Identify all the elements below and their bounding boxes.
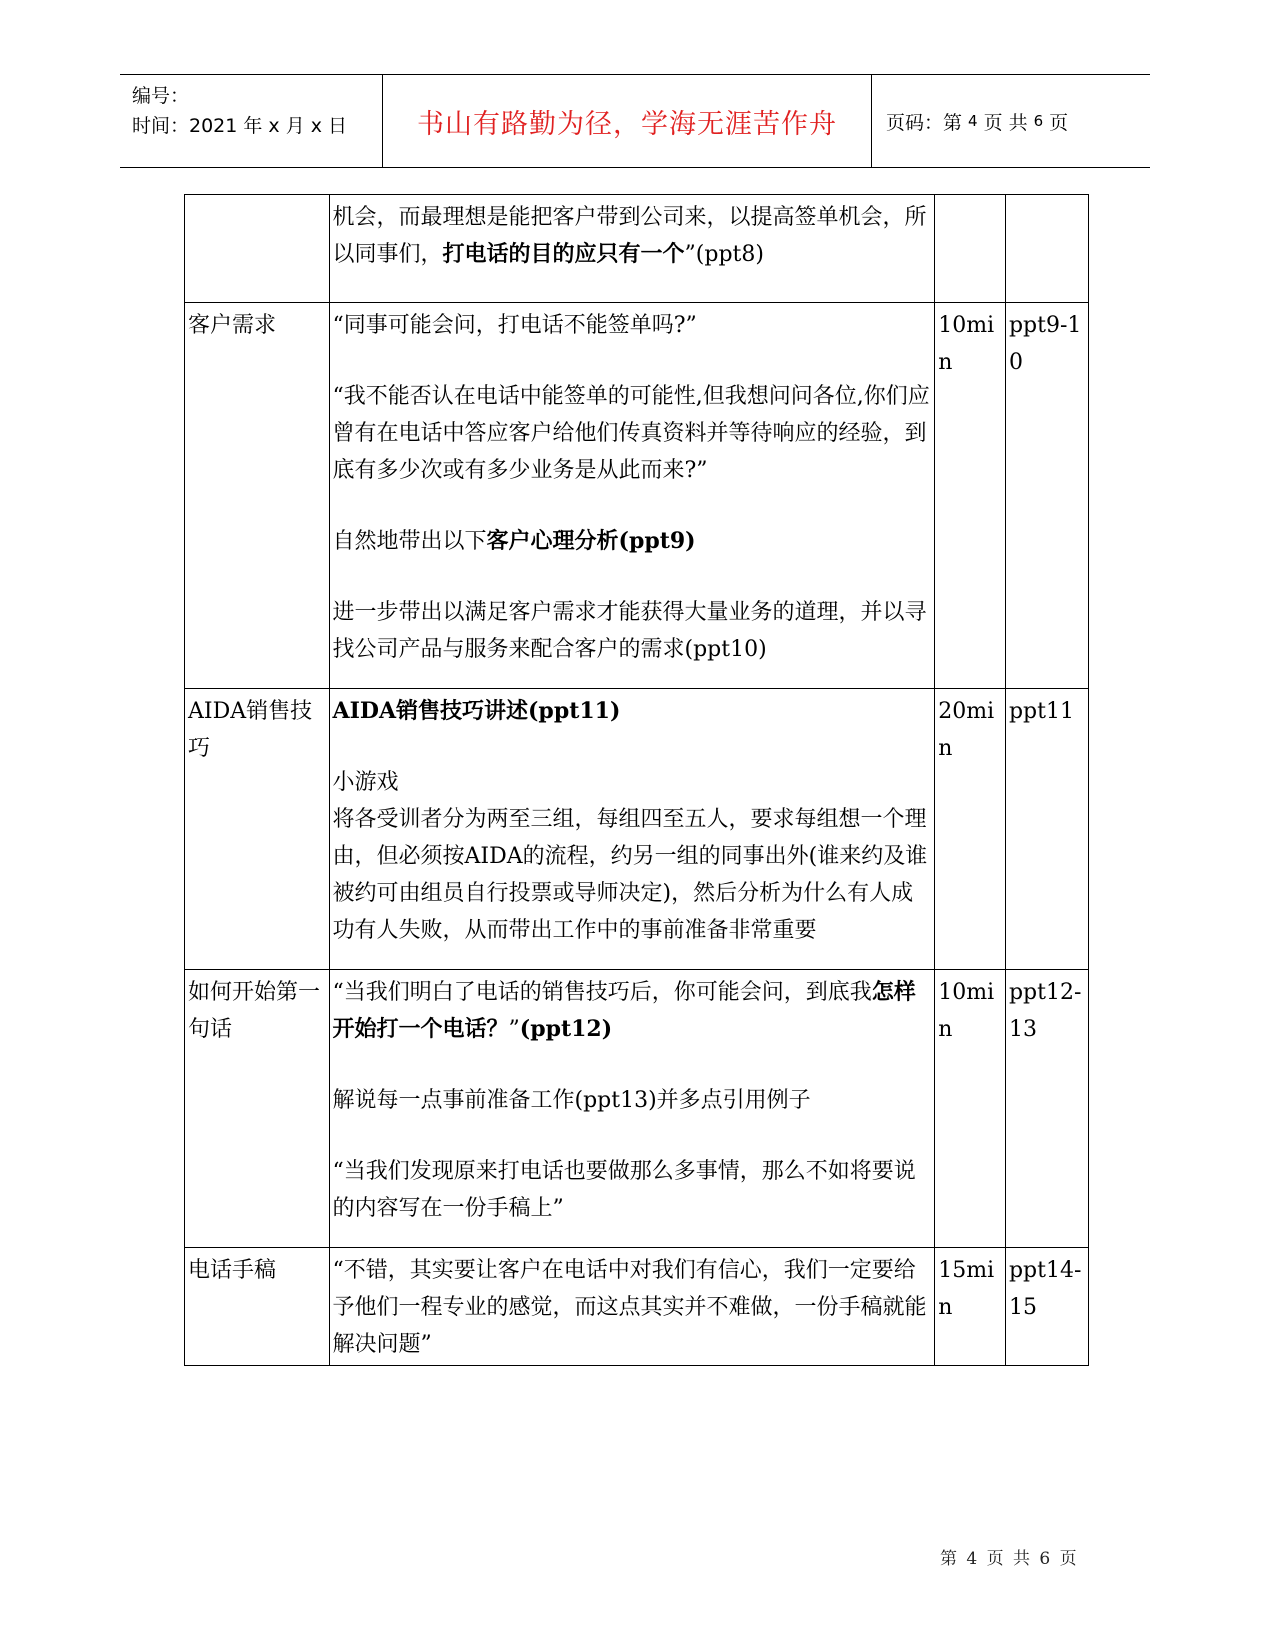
slides-cell: ppt9-10 — [1005, 303, 1088, 689]
page-total: 6 — [1033, 112, 1044, 130]
header-page-number — [886, 75, 1068, 167]
page-mid: 页 共 — [983, 111, 1028, 134]
content-paragraph — [333, 199, 932, 273]
content-paragraph: 解说每一点事前准备工作(ppt13)并多点引用例子 — [332, 1088, 811, 1113]
table-row — [185, 970, 1089, 1248]
content-paragraph: “我不能否认在电话中能签单的可能性,但我想问问各位,你们应曾有在电话中答应客户给他们传真资料并等待响应的经验，到底有多少次或有多少业务是从此而来?” — [332, 384, 930, 483]
text-run: 自然地带出以下 — [332, 529, 487, 554]
slides-cell: ppt14-15 — [1005, 1248, 1088, 1366]
text-run: 机会，而最理想是能把客户带到公司来，以提高签单机会，所以同事们， — [332, 205, 927, 267]
serial-label: 编号： — [132, 85, 190, 107]
bold-text: AIDA销售技巧讲述(ppt11) — [332, 698, 621, 724]
topic-cell: 电话手稿 — [185, 1248, 330, 1366]
page-footer: 第 4 页 共 6 页 — [940, 1549, 1079, 1569]
content-cell — [329, 1248, 935, 1366]
slides-cell — [1005, 195, 1088, 303]
game-title: 小游戏 — [332, 770, 399, 795]
slides-cell: ppt11 — [1005, 689, 1088, 970]
content-paragraph: “当我们发现原来打电话也要做那么多事情，那么不如将要说的内容写在一份手稿上” — [332, 1159, 916, 1221]
table-row — [185, 195, 1089, 303]
table-row — [185, 689, 1089, 970]
topic-cell — [185, 195, 330, 303]
content-cell — [329, 303, 935, 689]
text-run: “当我们明白了电话的销售技巧后，你可能会问，到底我 — [332, 980, 872, 1005]
content-paragraph — [333, 693, 932, 730]
game-description: 将各受训者分为两至三组，每组四至五人，要求每组想一个理由，但必须按AIDA的流程，约另一组的同事出外(谁来约及谁被约可由组员自行投票或导师决定)，然后分析为什么有人成功有人失败，从而带出工作中的事前准备非常重要 — [332, 807, 928, 943]
content-paragraph — [333, 764, 932, 949]
text-run: ”(ppt8) — [684, 242, 764, 267]
header-left — [132, 81, 347, 141]
time-label: 时间：2021 年 x 月 x 日 — [132, 115, 348, 137]
training-plan-table — [184, 194, 1089, 1366]
page-prefix: 页码：第 — [886, 111, 963, 134]
content-paragraph: 进一步带出以满足客户需求才能获得大量业务的道理，并以寻找公司产品与服务来配合客户的需求(ppt10) — [332, 600, 927, 662]
page-header — [120, 74, 1150, 168]
bold-text: (ppt12) — [519, 1016, 613, 1042]
content-cell — [329, 970, 935, 1248]
bold-text: 打电话的目的应只有一个 — [442, 241, 685, 267]
time-cell: 10min — [935, 303, 1006, 689]
time-cell: 20min — [935, 689, 1006, 970]
content-paragraph: “不错，其实要让客户在电话中对我们有信心，我们一定要给予他们一程专业的感觉，而这点其实并不难做，一份手稿就能解决问题” — [332, 1258, 927, 1357]
bold-text: 客户心理分析(ppt9) — [486, 528, 696, 554]
content-cell — [329, 689, 935, 970]
content-paragraph — [333, 523, 932, 560]
content-paragraph — [333, 974, 932, 1048]
slides-cell: ppt12-13 — [1005, 970, 1088, 1248]
page-suffix: 页 — [1049, 111, 1069, 134]
content-paragraph: “同事可能会问，打电话不能签单吗?” — [332, 313, 697, 338]
time-cell: 15min — [935, 1248, 1006, 1366]
time-cell — [935, 195, 1006, 303]
table-row — [185, 1248, 1089, 1366]
page-current: 4 — [968, 112, 978, 130]
header-motto: 书山有路勤为径，学海无涯苦作舟 — [382, 75, 872, 167]
bold-text: 怎样开始打一个电话？ — [332, 979, 916, 1042]
topic-cell: 如何开始第一句话 — [185, 970, 330, 1248]
topic-cell: 客户需求 — [185, 303, 330, 689]
table-row — [185, 303, 1089, 689]
topic-cell: AIDA销售技巧 — [185, 689, 330, 970]
content-cell — [329, 195, 935, 303]
text-run: ” — [508, 1017, 520, 1042]
time-cell: 10min — [935, 970, 1006, 1248]
